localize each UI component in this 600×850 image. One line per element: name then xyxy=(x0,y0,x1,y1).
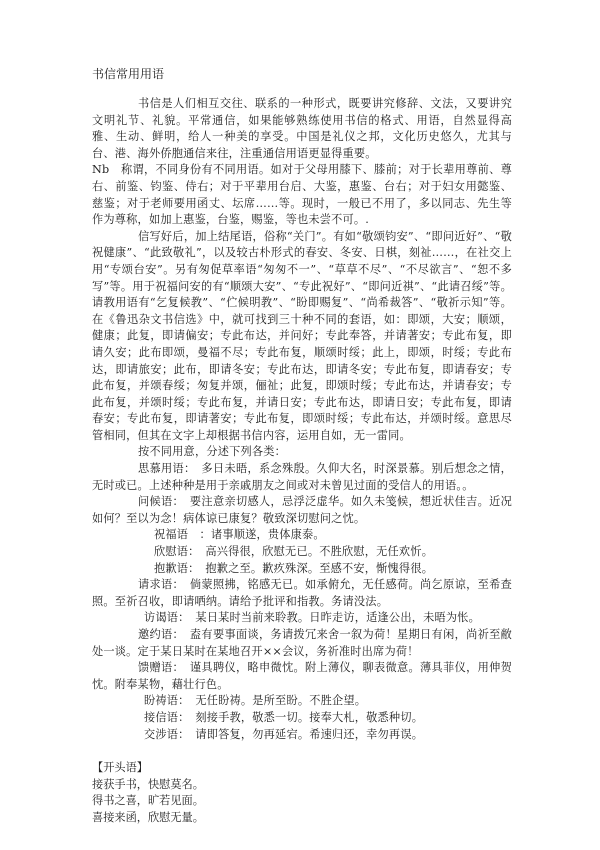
paragraph-intro: 书信是人们相互交往、联系的一种形式，既要讲究修辞、文法，又要讲究文明礼节、礼貌。平常通信，如果能够熟练使用书信的格式、用语，自然显得高雅、生动、鲜明，给人一种美的享受。中国是礼仪之邦，文化历史悠久，尤其与台、港、海外侨胞通信来往，注重通信用语更显得重要。 xyxy=(92,97,512,160)
paragraph-closing: 信写好后，加上结尾语，俗称“关门”。有如“敬颂钧安”、“即问近好”、“敬祝健康”、“此致敬礼”，以及较古朴形式的春安、冬安、日棋，刻祉……，在社交上用“专颂台安”。另有匆促草率语“匆匆不一”、“草草不尽”、“不尽欲言”、“恕不多写”等。用于祝福问安的有“顺颂大安”、“专此祝好”、“即问近祺”、“此请召绥”等。请教用语有“乞复候教”、“伫候明教”、“盼即赐复”、“尚希裁答”、“敬祈示知”等。在《鲁迅杂文书信选》中，就可找到三十种不同的套语，如：即颂，大安；顺颂，健康；此复，即请偏安；专此布达，并问好；专此奉答，并请著安；专此布复，即请久安；此布即颂，曼福不尽；专此布复，顺颂时绥；此上，即颂，时绥；专此布达，即请旅安；此布，即请冬安；专此布达，即请冬安；专此布复，即请春安；专此布复，并颂春绥；匆复并颂，俪祉；此复，即颂时绥；专此布达，并请春安；专此布复，并颂时绥；专此布复，并请日安；专此布达，即请日安；专此布复，即请春安；专此布复，即请著安；专此布复，即颂时绥；专此布达，并颂时绥。意思尽管相同，但其在文字上却根据书信内容，运用自如，无一雷同。 xyxy=(92,229,512,442)
document-body xyxy=(92,96,512,743)
paragraph-hope: 盼祷语： 无任盼祷。是所至盼。不胜企望。 xyxy=(144,694,367,708)
opening-section xyxy=(92,760,204,826)
paragraph-visit: 访谒语： 某日某时当前来聆教。日昨走访，适逢公出，未晤为怅。 xyxy=(144,611,481,625)
paragraph-apology: 抱歉语： 抱歉之至。歉疚殊深。至感不安，惭愧得很。 xyxy=(154,561,434,575)
paragraph-blessing: 祝福语 ：诸事顺遂，贵体康泰。 xyxy=(154,528,325,542)
paragraph-categories-intro: 按不同用意，分述下列各类： xyxy=(138,445,287,459)
opening-line: 得书之喜，旷若见面。 xyxy=(92,794,204,808)
paragraph-negotiation: 交涉语： 请即答复，勿再延宕。希速归还，幸勿再误。 xyxy=(144,727,424,741)
paragraph-request: 请求语： 倘蒙照拂，铭感无已。如承俯允，无任感荷。尚乞原谅，至希查照。至祈召收，即请哂纳。请给予批评和指教。务请没法。 xyxy=(92,578,512,608)
paragraph-gratification: 欣慰语： 高兴得很，欣慰无已。不胜欣慰，无任欢忻。 xyxy=(154,545,434,559)
paragraph-greeting: 问候语： 要注意亲切感人，忌浮泛虚华。如久未笺候，想近状佳吉。近况如何？至以为念！病体谅已康复？敬致深切慰问之忱。 xyxy=(92,495,512,525)
document-title: 书信常用用语 xyxy=(92,67,165,81)
paragraph-receipt: 接信语： 刻接手教，敬悉一切。接奉大札，敬悉种切。 xyxy=(144,710,424,724)
opening-line: 接获手书，快慰莫名。 xyxy=(92,777,204,791)
paragraph-gift: 馈赠语： 谨具聘仪，略申微忱。附上薄仪，聊表微意。薄具菲仪，用伸贺忱。附奉某物，藉壮行色。 xyxy=(92,661,512,691)
opening-line: 喜接来函，欣慰无量。 xyxy=(92,810,204,824)
opening-heading: 【开头语】 xyxy=(92,761,148,774)
paragraph-invitation: 邀约语： 盍有要事面谈，务请拨冗来舍一叙为荷！星期日有闲，尚祈至敝处一谈。定于某日某时在某地召开××会议，务祈准时出席为荷！ xyxy=(92,628,512,658)
paragraph-salutation: Nb 称谓，不同身份有不同用语。如对于父母用膝下、膝前；对于长辈用尊前、尊右、前鉴、钧鉴、侍右；对于平辈用台启、大鉴，惠鉴、台右；对于妇女用懿鉴、慈鉴；对于老师要用函丈、坛席……等。现时，一般已不用了，多以同志、先生等作为尊称，如加上惠鉴，台鉴，赐鉴，等也未尝不可。. xyxy=(92,163,512,227)
paragraph-longing: 思慕用语： 多日未晤，系念殊殷。久仰大名，时深景慕。别后想念之情，无时或已。上述种种是用于亲戚朋友之间或对未曾见过面的受信人的用语。。 xyxy=(92,462,512,492)
